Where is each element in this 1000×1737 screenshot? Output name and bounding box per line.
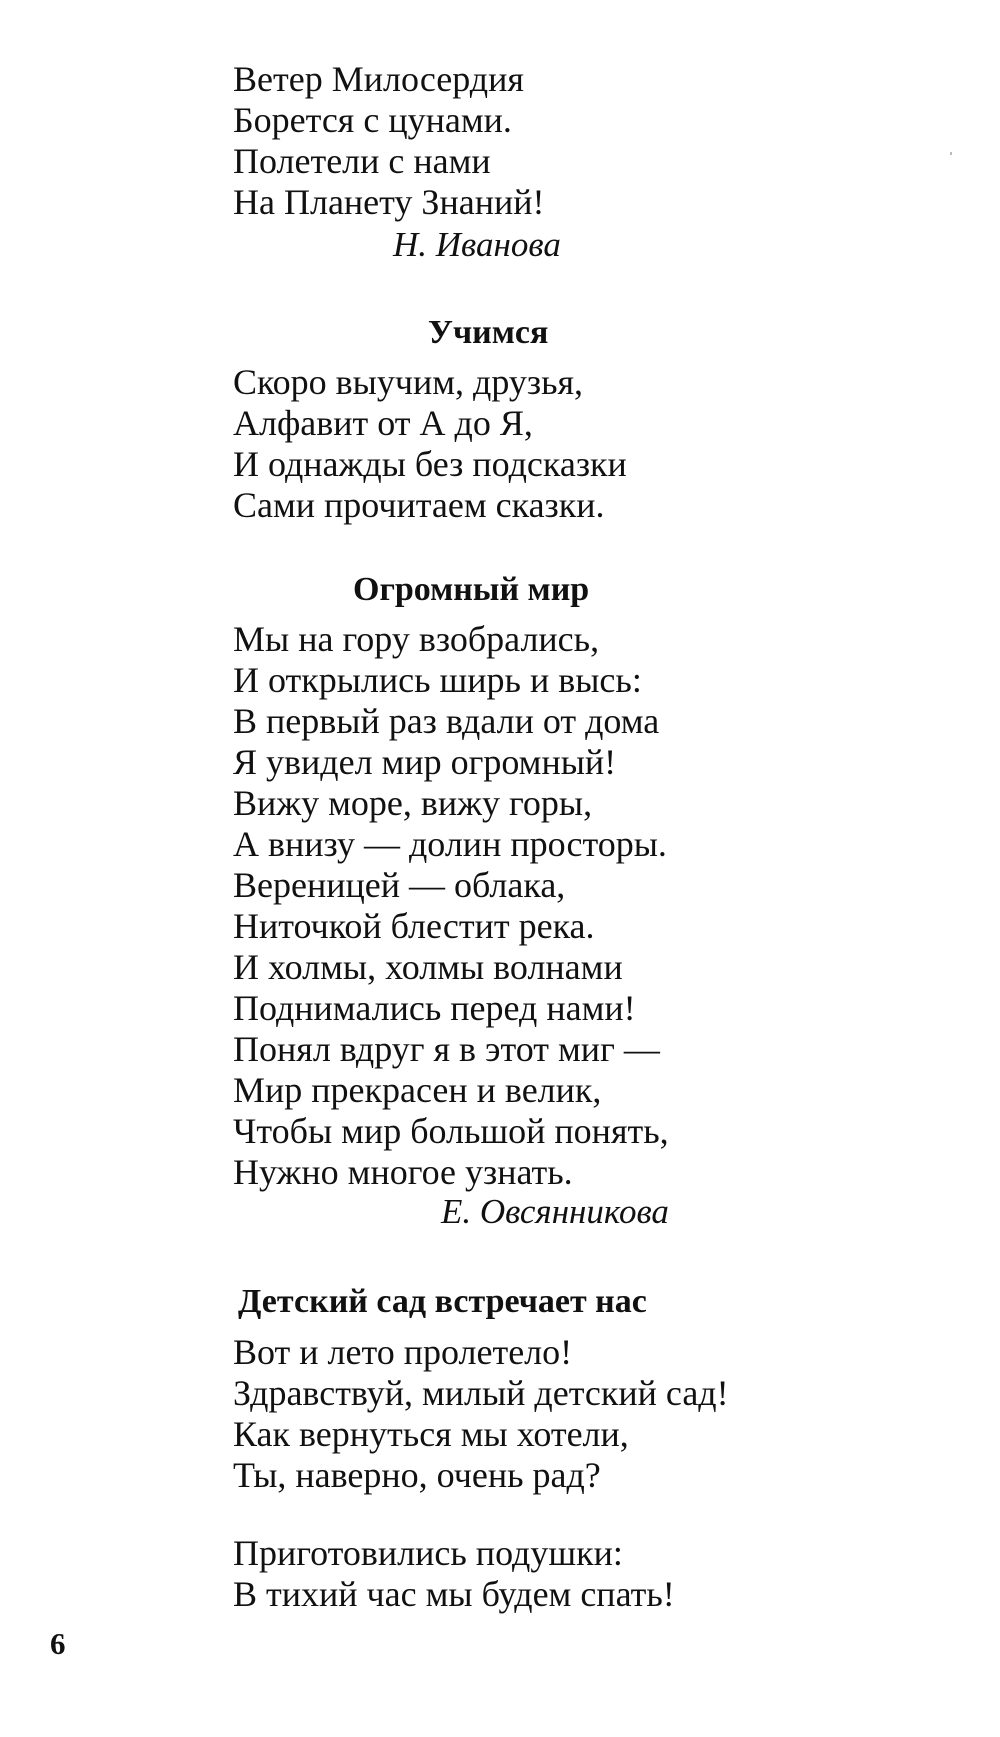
poem-3-author: Е. Овсянникова: [441, 1192, 669, 1231]
poem-1-stanza: [233, 59, 833, 223]
poem-4-stanza-1: [233, 1332, 833, 1496]
poem-line: Поднимались перед нами!: [233, 988, 636, 1028]
poem-line: В первый раз вдали от дома: [233, 701, 660, 741]
poem-line: Вот и лето пролетело!: [233, 1332, 573, 1372]
poem-line: Ветер Милосердия: [233, 59, 524, 99]
poem-4-stanza-2: [233, 1533, 833, 1615]
poem-line: Нужно многое узнать.: [233, 1152, 573, 1192]
poem-2-stanza: [233, 362, 833, 526]
poem-line: Скоро выучим, друзья,: [233, 362, 584, 402]
poem-line: Вижу море, вижу горы,: [233, 783, 593, 823]
poem-line: Сами прочитаем сказки.: [233, 485, 605, 525]
poem-line: Мы на гору взобрались,: [233, 619, 600, 659]
poem-2-title: Учимся: [428, 314, 549, 351]
poem-line: Алфавит от А до Я,: [233, 403, 533, 443]
poem-line: И открылись ширь и высь:: [233, 660, 642, 700]
scan-speck: [950, 152, 952, 155]
poem-1-author: Н. Иванова: [393, 225, 561, 264]
poem-line: Понял вдруг я в этот миг —: [233, 1029, 660, 1069]
poem-3-title: Огромный мир: [353, 571, 590, 608]
poem-line: А внизу — долин просторы.: [233, 824, 667, 864]
poem-line: Вереницей — облака,: [233, 865, 566, 905]
poem-line: На Планету Знаний!: [233, 182, 545, 222]
poem-line: И однажды без подсказки: [233, 444, 627, 484]
poem-line: Ты, наверно, очень рад?: [233, 1455, 601, 1495]
poem-line: Я увидел мир огромный!: [233, 742, 617, 782]
poem-4-title: Детский сад встречает нас: [238, 1283, 647, 1320]
poem-line: Полетели с нами: [233, 141, 491, 181]
poem-line: Приготовились подушки:: [233, 1533, 623, 1573]
poem-line: В тихий час мы будем спать!: [233, 1574, 675, 1614]
poem-line: Чтобы мир большой понять,: [233, 1111, 669, 1151]
poem-line: Как вернуться мы хотели,: [233, 1414, 629, 1454]
poem-line: Ниточкой блестит река.: [233, 906, 595, 946]
poem-line: Здравствуй, милый детский сад!: [233, 1373, 729, 1413]
poem-line: Борется с цунами.: [233, 100, 512, 140]
page-number: 6: [50, 1626, 66, 1661]
poem-3-stanza: [233, 619, 833, 1193]
poem-line: Мир прекрасен и велик,: [233, 1070, 602, 1110]
poem-line: И холмы, холмы волнами: [233, 947, 623, 987]
